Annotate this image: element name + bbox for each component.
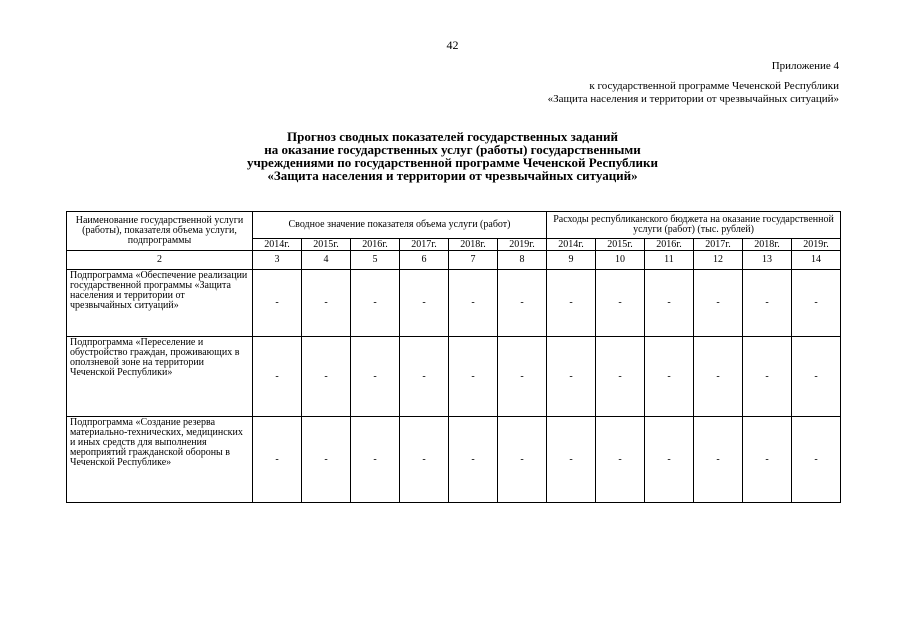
subprogram-name: Подпрограмма «Переселение и обустройство граждан, проживающих в оползневой зоне на территории Чеченской Республики» — [67, 337, 253, 417]
value-cell: - — [449, 270, 498, 337]
value-cell: - — [694, 417, 743, 503]
value-cell: - — [253, 337, 302, 417]
value-cell: - — [694, 270, 743, 337]
value-cell: - — [253, 417, 302, 503]
year-header: 2018г. — [743, 239, 792, 251]
appendix-label: Приложение 4 — [771, 60, 839, 72]
subprogram-name: Подпрограмма «Обеспечение реализации государственной программы «Защита населения и территории от чрезвычайных ситуаций» — [67, 270, 253, 337]
column-number: 5 — [351, 251, 400, 270]
column-number: 8 — [498, 251, 547, 270]
year-header: 2016г. — [645, 239, 694, 251]
title-line-2: на оказание государственных услуг (работы) государственными — [264, 142, 641, 157]
value-cell: - — [302, 417, 351, 503]
value-cell: - — [743, 417, 792, 503]
value-cell: - — [400, 417, 449, 503]
title-line-4: «Защита населения и территории от чрезвычайных ситуаций» — [267, 168, 638, 183]
value-cell: - — [792, 337, 841, 417]
value-cell: - — [302, 270, 351, 337]
value-cell: - — [498, 337, 547, 417]
value-cell: - — [351, 337, 400, 417]
value-cell: - — [743, 337, 792, 417]
year-header: 2015г. — [596, 239, 645, 251]
year-header: 2016г. — [351, 239, 400, 251]
table-row — [67, 270, 841, 337]
value-cell: - — [743, 270, 792, 337]
year-header: 2015г. — [302, 239, 351, 251]
year-header: 2017г. — [694, 239, 743, 251]
year-header: 2014г. — [547, 239, 596, 251]
column-number: 11 — [645, 251, 694, 270]
document-title — [0, 130, 905, 182]
value-cell: - — [449, 417, 498, 503]
table-row — [67, 337, 841, 417]
column-number: 13 — [743, 251, 792, 270]
appendix-reference-line-2: «Защита населения и территории от чрезвычайных ситуаций» — [547, 93, 839, 105]
value-cell: - — [596, 270, 645, 337]
column-number: 14 — [792, 251, 841, 270]
header-volume-indicator: Сводное значение показателя объема услуги (работ) — [253, 212, 547, 239]
column-number: 9 — [547, 251, 596, 270]
appendix-reference-line-1: к государственной программе Чеченской Республики — [589, 80, 839, 92]
value-cell: - — [302, 337, 351, 417]
value-cell: - — [792, 417, 841, 503]
value-cell: - — [351, 417, 400, 503]
value-cell: - — [498, 270, 547, 337]
appendix-reference — [548, 80, 839, 106]
title-line-3: учреждениями по государственной программе Чеченской Республики — [246, 155, 658, 170]
value-cell: - — [547, 270, 596, 337]
value-cell: - — [596, 417, 645, 503]
page-number: 42 — [446, 38, 459, 52]
header-service-name: Наименование государственной услуги (работы), показателя объема услуги, подпрограммы — [67, 212, 253, 251]
value-cell: - — [400, 337, 449, 417]
title-line-1: Прогноз сводных показателей государственных заданий — [287, 129, 618, 144]
value-cell: - — [694, 337, 743, 417]
value-cell: - — [351, 270, 400, 337]
column-number: 12 — [694, 251, 743, 270]
value-cell: - — [645, 337, 694, 417]
forecast-table — [66, 211, 841, 503]
column-number: 4 — [302, 251, 351, 270]
value-cell: - — [498, 417, 547, 503]
column-number: 10 — [596, 251, 645, 270]
year-header: 2018г. — [449, 239, 498, 251]
value-cell: - — [645, 270, 694, 337]
year-header: 2019г. — [498, 239, 547, 251]
column-number: 6 — [400, 251, 449, 270]
value-cell: - — [792, 270, 841, 337]
value-cell: - — [547, 337, 596, 417]
value-cell: - — [547, 417, 596, 503]
year-header: 2017г. — [400, 239, 449, 251]
year-header: 2014г. — [253, 239, 302, 251]
value-cell: - — [596, 337, 645, 417]
column-number: 3 — [253, 251, 302, 270]
column-number: 7 — [449, 251, 498, 270]
value-cell: - — [400, 270, 449, 337]
year-header: 2019г. — [792, 239, 841, 251]
header-budget-expenses: Расходы республиканского бюджета на оказание государственной услуги (работ) (тыс. рублей) — [547, 212, 841, 239]
column-number: 2 — [67, 251, 253, 270]
value-cell: - — [253, 270, 302, 337]
value-cell: - — [645, 417, 694, 503]
subprogram-name: Подпрограмма «Создание резерва материально-технических, медицинских и иных средств для выполнения мероприятий гражданской обороны в Чеченской Республике» — [67, 417, 253, 503]
table-row — [67, 417, 841, 503]
value-cell: - — [449, 337, 498, 417]
